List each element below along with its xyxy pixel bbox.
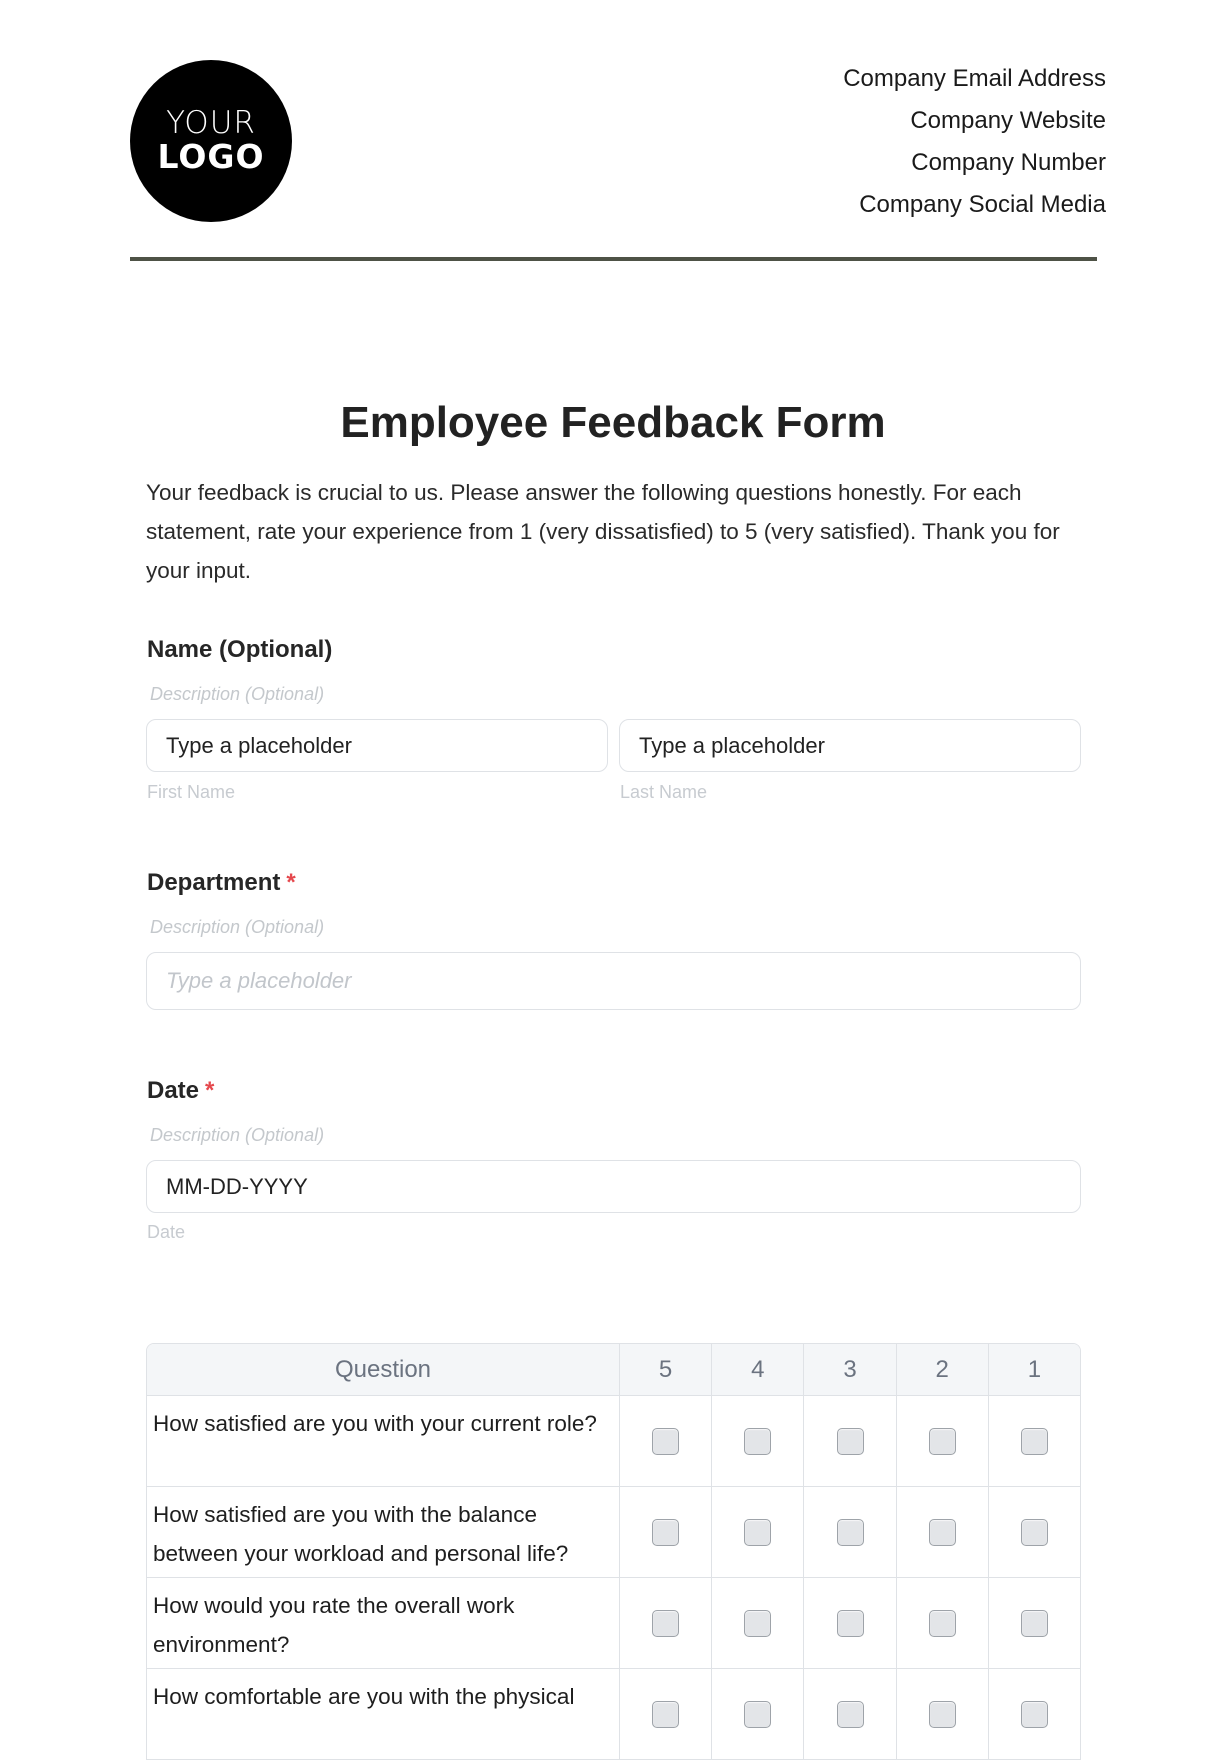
name-description: Description (Optional) — [150, 684, 325, 704]
rating-checkbox-2[interactable] — [929, 1428, 956, 1455]
date-field-label — [147, 1077, 214, 1105]
table-row — [147, 1578, 1080, 1669]
question-text: How would you rate the overall work environment? — [147, 1578, 620, 1668]
rating-checkbox-2[interactable] — [929, 1519, 956, 1546]
logo-line-2: LOGO — [157, 136, 265, 176]
rating-checkbox-5[interactable] — [652, 1519, 679, 1546]
rating-cell — [989, 1396, 1080, 1486]
table-row — [147, 1487, 1080, 1578]
rating-checkbox-1[interactable] — [1021, 1519, 1048, 1546]
rating-cell — [712, 1578, 804, 1668]
rating-cell — [897, 1578, 989, 1668]
rating-cell — [897, 1669, 989, 1759]
logo-line-1: YOUR — [166, 105, 256, 142]
rating-checkbox-3[interactable] — [837, 1610, 864, 1637]
first-name-sublabel: First Name — [147, 782, 236, 802]
rating-cell — [712, 1487, 804, 1577]
column-header-4: 4 — [712, 1344, 804, 1395]
column-header-2: 2 — [897, 1344, 989, 1395]
rating-cell — [712, 1669, 804, 1759]
department-field-label — [147, 869, 296, 897]
question-text: How satisfied are you with your current role? — [147, 1396, 620, 1486]
rating-cell — [620, 1396, 712, 1486]
rating-cell — [989, 1487, 1080, 1577]
rating-checkbox-2[interactable] — [929, 1701, 956, 1728]
rating-checkbox-2[interactable] — [929, 1610, 956, 1637]
rating-cell — [620, 1578, 712, 1668]
rating-checkbox-4[interactable] — [744, 1701, 771, 1728]
rating-cell — [897, 1487, 989, 1577]
rating-checkbox-5[interactable] — [652, 1610, 679, 1637]
table-row — [147, 1396, 1080, 1487]
date-description: Description (Optional) — [150, 1125, 325, 1145]
company-logo — [130, 60, 292, 222]
column-header-5: 5 — [620, 1344, 712, 1395]
column-header-question: Question — [147, 1344, 620, 1395]
name-label-text: Name (Optional) — [147, 636, 333, 663]
date-sublabel: Date — [147, 1222, 186, 1242]
company-email: Company Email Address — [843, 65, 1106, 92]
rating-checkbox-3[interactable] — [837, 1701, 864, 1728]
company-social-media: Company Social Media — [859, 191, 1106, 218]
rating-checkbox-4[interactable] — [744, 1610, 771, 1637]
rating-cell — [897, 1396, 989, 1486]
rating-cell — [712, 1396, 804, 1486]
company-number: Company Number — [911, 149, 1106, 176]
last-name-sublabel: Last Name — [620, 782, 708, 802]
rating-checkbox-1[interactable] — [1021, 1610, 1048, 1637]
form-intro: Your feedback is crucial to us. Please answer the following questions honestly. For each statement, rate your experience from 1 (very dissatisfied) to 5 (very satisfied). Thank you for your input. — [146, 480, 1060, 583]
rating-cell — [804, 1487, 896, 1577]
rating-checkbox-1[interactable] — [1021, 1428, 1048, 1455]
rating-checkbox-5[interactable] — [652, 1428, 679, 1455]
date-label-text: Date — [147, 1077, 200, 1104]
rating-checkbox-3[interactable] — [837, 1428, 864, 1455]
table-header-row — [147, 1344, 1080, 1396]
table-row — [147, 1669, 1080, 1760]
rating-cell — [804, 1669, 896, 1759]
rating-checkbox-4[interactable] — [744, 1519, 771, 1546]
rating-cell — [620, 1487, 712, 1577]
rating-checkbox-1[interactable] — [1021, 1701, 1048, 1728]
department-input[interactable]: Type a placeholder — [146, 952, 1081, 1010]
column-header-1: 1 — [1027, 1355, 1042, 1383]
rating-table — [146, 1343, 1081, 1760]
company-contact-block — [843, 62, 1106, 230]
rating-checkbox-5[interactable] — [652, 1701, 679, 1728]
rating-checkbox-4[interactable] — [744, 1428, 771, 1455]
header-divider — [130, 257, 1097, 261]
rating-cell — [989, 1669, 1080, 1759]
column-header-3: 3 — [804, 1344, 896, 1395]
rating-cell — [620, 1669, 712, 1759]
question-text: How comfortable are you with the physical — [147, 1669, 620, 1759]
department-description: Description (Optional) — [150, 917, 325, 937]
question-text: How satisfied are you with the balance between your workload and personal life? — [147, 1487, 620, 1577]
company-website: Company Website — [910, 107, 1106, 134]
rating-cell — [989, 1578, 1080, 1668]
rating-checkbox-3[interactable] — [837, 1519, 864, 1546]
rating-cell — [804, 1396, 896, 1486]
department-label-text: Department — [147, 869, 281, 896]
form-title: Employee Feedback Form — [340, 398, 886, 447]
rating-cell — [804, 1578, 896, 1668]
name-field-label — [147, 636, 332, 664]
last-name-input[interactable]: Type a placeholder — [619, 719, 1081, 772]
date-input[interactable]: MM-DD-YYYY — [146, 1160, 1081, 1213]
first-name-input[interactable]: Type a placeholder — [146, 719, 608, 772]
required-marker: * — [205, 1077, 215, 1104]
required-marker: * — [286, 869, 296, 896]
